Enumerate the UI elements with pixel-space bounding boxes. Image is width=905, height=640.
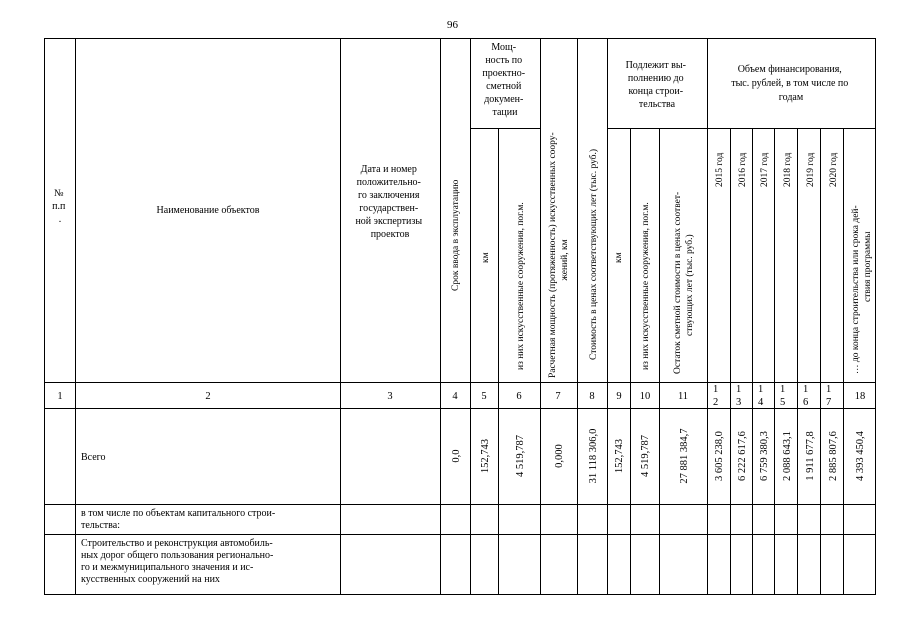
column-number-row	[57, 384, 865, 408]
header-cost: Стоимость в ценах соответствующих лет (тыс. руб.)	[589, 148, 599, 360]
column-number: 1	[803, 384, 809, 395]
header-year-2018: 2018 год	[783, 152, 793, 187]
cell-value: 1 911 677,8	[805, 431, 816, 481]
header-year-2016: 2016 год	[738, 152, 748, 187]
cell-value: 31 118 306,0	[588, 428, 599, 484]
column-number: 18	[854, 391, 866, 402]
column-number: 11	[677, 391, 689, 402]
header-estimated-capacity-line2: жений, км	[560, 239, 570, 281]
cell-value: 27 881 384,7	[679, 428, 690, 484]
column-number: 8	[589, 391, 595, 402]
header-expertise: Дата и номер положительно- го заключения государствен- ной экспертизы проектов	[355, 164, 423, 240]
header-remaining-km: км	[614, 252, 624, 263]
cell-value: 4 519,787	[640, 435, 651, 477]
header-remaining-cost-line2: ствующих лет (тыс. руб.)	[685, 234, 695, 336]
row-total-label: Всего	[81, 452, 106, 463]
row-total-values	[451, 428, 866, 483]
column-number: 7	[555, 391, 561, 402]
column-number: 3	[387, 391, 393, 402]
header-until-end-line1: … до конца строительства или срока дей-	[851, 205, 861, 374]
cell-value: 0,0	[451, 449, 462, 463]
header-artificial-structures: из них искусственные сооружения, пог.м.	[516, 202, 526, 370]
column-number: 9	[616, 391, 622, 402]
column-number: 2	[713, 397, 719, 408]
header-estimated-capacity-line1: Расчетная мощность (протяженность) искусственных соору-	[548, 132, 558, 378]
header-group-remaining: Подлежит вы- полнению до конца строи- тельства	[625, 60, 686, 110]
row-construction-label: Строительство и реконструкция автомобиль- ных дорог общего пользования регионально- го и межмуниципального значения и ис- кусственных сооружений на них	[81, 538, 274, 585]
header-until-end-line2: ствия программы	[863, 231, 873, 302]
cell-value: 0,000	[554, 444, 565, 468]
cell-value: 152,743	[614, 438, 625, 474]
column-number: 7	[826, 397, 832, 408]
page-number: 96	[447, 19, 458, 31]
cell-value: 4 519,787	[515, 435, 526, 477]
header-number: № п.п .	[52, 188, 66, 225]
cell-value: 4 393 450,4	[855, 431, 866, 481]
column-number: 5	[780, 397, 786, 408]
column-number: 6	[516, 391, 522, 402]
header-remaining-cost-line1: Остаток сметной стоимости в ценах соответ-	[673, 191, 683, 374]
column-number: 4	[452, 391, 458, 402]
column-number: 1	[736, 384, 742, 395]
cell-value: 2 088 643,1	[782, 431, 793, 481]
column-number: 1	[780, 384, 786, 395]
column-number: 1	[713, 384, 719, 395]
column-number: 5	[481, 391, 487, 402]
header-km: км	[481, 252, 491, 263]
header-year-2019: 2019 год	[806, 152, 816, 187]
header-commissioning-date: Срок ввода в эксплуатацию	[451, 179, 461, 291]
column-number: 1	[826, 384, 832, 395]
header-year-2017: 2017 год	[760, 152, 770, 187]
cell-value: 6 222 617,6	[737, 431, 748, 481]
column-number: 1	[57, 391, 63, 402]
column-number: 10	[639, 391, 651, 402]
header-remaining-structures: из них искусственные сооружения, пог.м.	[641, 202, 651, 370]
header-group-financing: Объем финансирования, тыс. рублей, в том числе по годам	[731, 64, 849, 103]
header-group-design-capacity: Мощ- ность по проектно- сметной докумен- тации	[482, 42, 526, 118]
cell-value: 152,743	[480, 438, 491, 474]
header-year-2020: 2020 год	[829, 152, 839, 187]
column-number: 1	[758, 384, 764, 395]
header-year-2015: 2015 год	[715, 152, 725, 187]
row-including-label: в том числе по объектам капитального строи- тельства:	[81, 508, 276, 531]
column-number: 6	[803, 397, 809, 408]
cell-value: 3 605 238,0	[714, 431, 725, 481]
cell-value: 6 759 380,3	[759, 431, 770, 481]
column-number: 3	[736, 397, 742, 408]
header-object-name: Наименование объектов	[156, 205, 260, 216]
column-number: 2	[205, 391, 211, 402]
column-number: 4	[758, 397, 764, 408]
cell-value: 2 885 807,6	[828, 431, 839, 481]
